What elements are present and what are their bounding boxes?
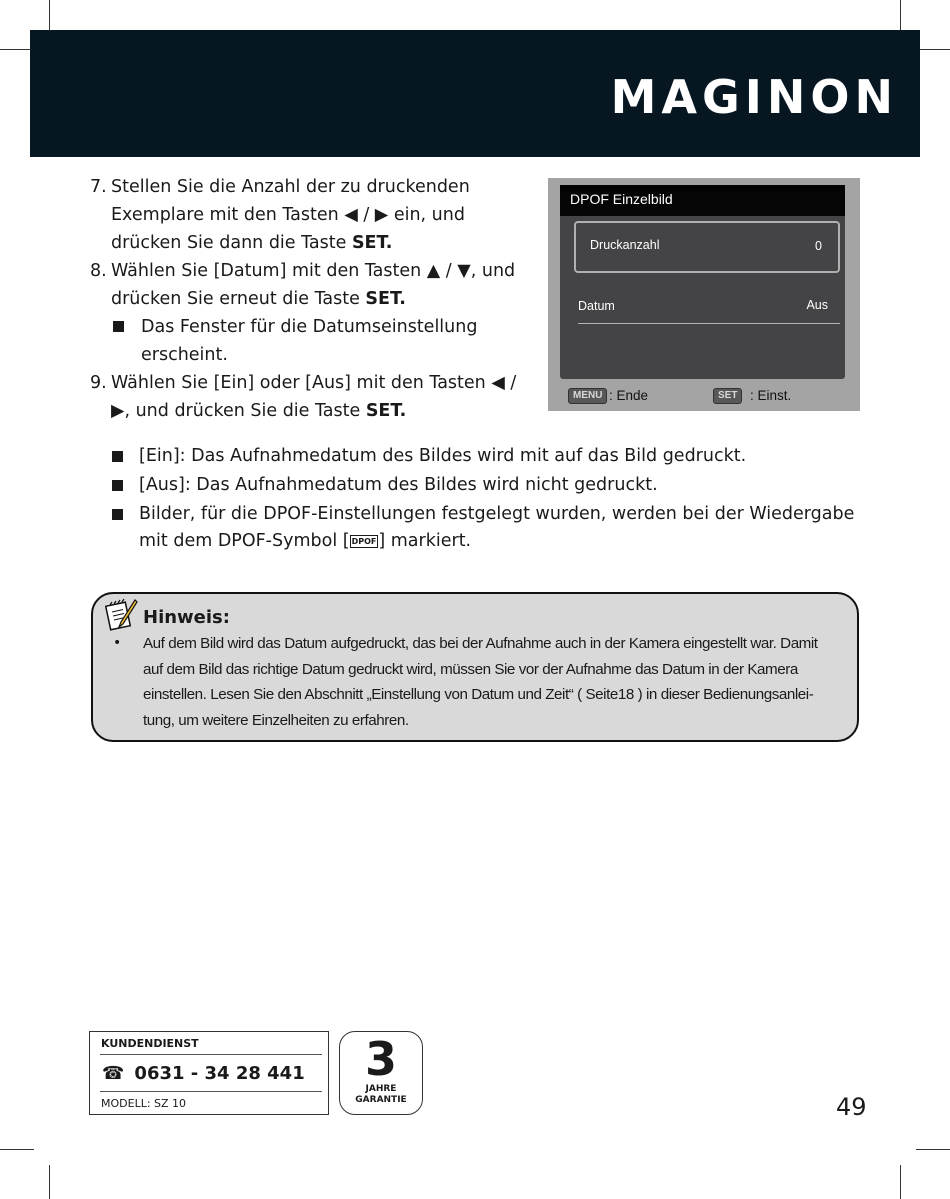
- bullet-item: [112, 472, 872, 499]
- crop-mark: [900, 1165, 901, 1199]
- arrow-keys-icon: ◀ / ▶: [111, 373, 517, 421]
- instruction-steps: [90, 173, 540, 425]
- key-label: SET.: [351, 233, 393, 253]
- model-label: MODELL: SZ 10: [101, 1097, 187, 1110]
- arrow-keys-icon: ◀ / ▶: [344, 205, 389, 225]
- square-bullet-icon: [112, 451, 123, 462]
- brand-logo: MAGINON: [610, 70, 898, 124]
- bullet-text: [Ein]: Das Aufnahmedatum des Bildes wird mit auf das Bild gedruckt.: [139, 446, 747, 466]
- step-subitem: [111, 313, 540, 369]
- row-value: Aus: [806, 298, 828, 312]
- divider: [100, 1054, 322, 1055]
- screen-footer: [548, 381, 860, 411]
- step-text: Stellen Sie die Anzahl der zu druckenden Exemplare mit den Tasten ◀ / ▶ ein, und drücken Sie dann die Taste SET.: [111, 177, 470, 253]
- row-label: Druckanzahl: [590, 238, 660, 252]
- divider: [100, 1091, 322, 1092]
- key-label: SET.: [365, 401, 407, 421]
- note-box: [91, 592, 859, 742]
- menu-row-datum[interactable]: [578, 293, 840, 324]
- bullet-item: [112, 501, 872, 555]
- note-text: [143, 631, 838, 733]
- set-key-icon: SET: [713, 388, 742, 404]
- row-value: 0: [815, 239, 822, 253]
- square-bullet-icon: [113, 321, 124, 332]
- bullet-item: [112, 443, 872, 470]
- camera-screen: [548, 178, 860, 411]
- warranty-badge: [339, 1031, 423, 1115]
- screen-panel: [560, 185, 845, 379]
- subitem-text: Das Fenster für die Datumseinstellung erscheint.: [141, 317, 478, 365]
- key-label: SET.: [365, 289, 406, 309]
- step-item: [90, 369, 540, 425]
- service-phone: ☎ 0631 - 34 28 441: [102, 1063, 305, 1084]
- arrow-keys-icon: ▲ / ▼: [426, 261, 471, 281]
- warranty-label: GARANTIE: [355, 1095, 407, 1105]
- menu-key-label: : Ende: [609, 388, 649, 403]
- note-line: tung, um weitere Einzelheiten zu erfahren.: [143, 711, 409, 729]
- screen-title: DPOF Einzelbild: [560, 185, 845, 216]
- step-number: 8.: [90, 261, 107, 281]
- notepad-pencil-icon: [105, 596, 139, 632]
- crop-mark: [900, 0, 901, 34]
- page-number: 49: [836, 1093, 867, 1121]
- step-item: [90, 257, 540, 313]
- service-title: KUNDENDIENST: [101, 1037, 199, 1050]
- telephone-icon: ☎: [102, 1063, 125, 1084]
- crop-mark: [916, 1149, 950, 1150]
- crop-mark: [0, 1149, 34, 1150]
- note-title: Hinweis:: [143, 607, 230, 628]
- step-number: 9.: [90, 373, 107, 393]
- square-bullet-icon: [112, 480, 123, 491]
- warranty-years: 3: [364, 1032, 397, 1086]
- step-text: Wählen Sie [Datum] mit den Tasten ▲ / ▼, und drücken Sie erneut die Taste SET.: [111, 261, 516, 309]
- crop-mark: [49, 0, 50, 34]
- bullet-text: [Aus]: Das Aufnahmedatum des Bildes wird nicht gedruckt.: [139, 475, 658, 495]
- step-text: Wählen Sie [Ein] oder [Aus] mit den Tasten ◀ / ▶, und drücken Sie die Taste SET.: [111, 373, 517, 421]
- menu-key-icon: MENU: [568, 388, 607, 404]
- crop-mark: [49, 1165, 50, 1199]
- dpof-icon: DPOF: [351, 537, 377, 546]
- set-key-label: : Einst.: [750, 388, 792, 403]
- note-line: Auf dem Bild wird das Datum aufgedruckt, das bei der Aufnahme auch in der Kamera eingestellt war. Damit: [143, 635, 818, 652]
- note-line: einstellen. Lesen Sie den Abschnitt „Einstellung von Datum und Zeit“ ( Seite18 ) in dieser Bedienungsanlei-: [143, 686, 814, 703]
- menu-row-druckanzahl[interactable]: [574, 221, 840, 273]
- note-bullet: •: [113, 635, 122, 651]
- note-line: auf dem Bild das richtige Datum gedruckt wird, müssen Sie vor der Aufnahme das Datum in der Kamera: [143, 660, 798, 678]
- warranty-label: JAHRE: [365, 1084, 397, 1094]
- row-label: Datum: [578, 299, 615, 313]
- step-item: [90, 173, 540, 257]
- bullet-text: Bilder, für die DPOF-Einstellungen festgelegt wurden, werden bei der Wiedergabe mit dem DPOF-Symbol [ DPOF ] markiert.: [139, 504, 855, 551]
- crop-mark: [0, 49, 34, 50]
- customer-service-box: [89, 1031, 329, 1115]
- crop-mark: [916, 49, 950, 50]
- step-number: 7.: [90, 177, 107, 197]
- bullet-list: [112, 443, 872, 557]
- square-bullet-icon: [112, 509, 123, 520]
